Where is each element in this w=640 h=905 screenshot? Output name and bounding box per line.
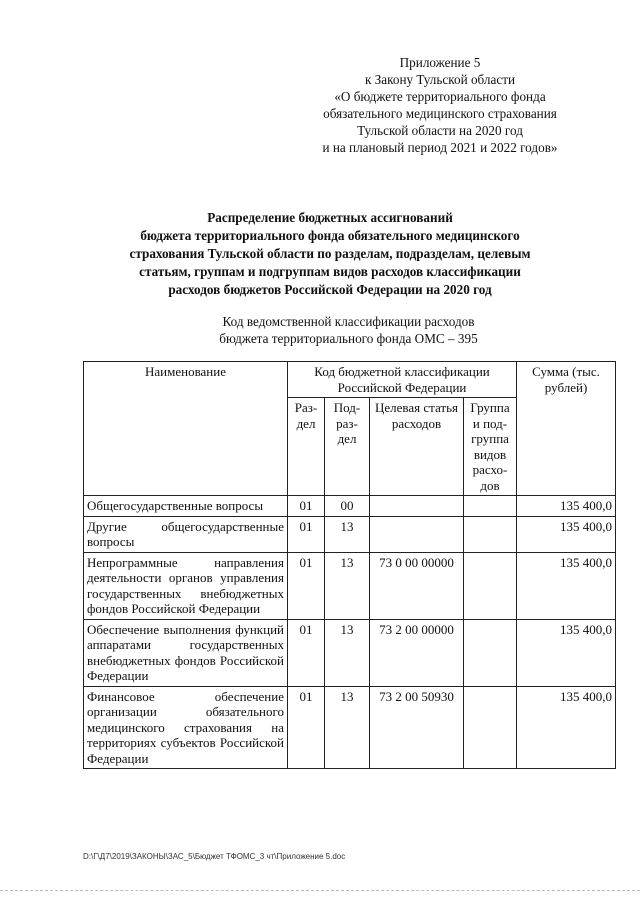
header-section: Раз-дел <box>288 398 325 496</box>
title-line: статьям, группам и подгруппам видов расходов классификации <box>139 264 521 279</box>
page-edge-divider <box>0 890 640 891</box>
appendix-line: обязательного медицинского страхования <box>323 106 557 121</box>
row-section: 01 <box>288 686 325 769</box>
row-subsection: 13 <box>325 619 370 686</box>
row-target <box>370 496 464 517</box>
table-row <box>84 552 616 619</box>
department-code <box>196 313 501 347</box>
row-name: Финансовое обеспечение организации обязательного медицинского страхования на территориях субъектов Российской Федерации <box>84 686 288 769</box>
row-subsection: 13 <box>325 686 370 769</box>
table-row <box>84 619 616 686</box>
row-subsection: 13 <box>325 552 370 619</box>
title-line: страхования Тульской области по разделам, подразделам, целевым <box>129 246 531 261</box>
title-line: расходов бюджетов Российской Федерации на 2020 год <box>168 282 492 297</box>
appendix-block <box>300 54 580 156</box>
table-header-row <box>84 362 616 398</box>
appendix-line: Тульской области на 2020 год <box>357 123 523 138</box>
budget-table <box>83 361 616 769</box>
document-title <box>90 209 570 299</box>
row-target: 73 2 00 50930 <box>370 686 464 769</box>
row-sum: 135 400,0 <box>517 686 616 769</box>
file-path-footer: D:\Г\Д7\2019\ЗАКОНЫ\ЗАС_5\Бюджет ТФОМС_3 чт\Приложение 5.doc <box>83 852 346 861</box>
row-target: 73 2 00 00000 <box>370 619 464 686</box>
row-name: Общегосударственные вопросы <box>84 496 288 517</box>
row-section: 01 <box>288 619 325 686</box>
table-row <box>84 686 616 769</box>
row-name: Другие общегосударственные вопросы <box>84 516 288 552</box>
header-name: Наименование <box>84 362 288 496</box>
row-sum: 135 400,0 <box>517 619 616 686</box>
appendix-line: «О бюджете территориального фонда <box>334 89 546 104</box>
header-code-group: Код бюджетной классификации Российской Федерации <box>288 362 517 398</box>
row-sum: 135 400,0 <box>517 496 616 517</box>
row-sum: 135 400,0 <box>517 552 616 619</box>
row-group <box>464 516 517 552</box>
row-group <box>464 619 517 686</box>
header-target: Целевая статья расходов <box>370 398 464 496</box>
title-line: бюджета территориального фонда обязательного медицинского <box>140 228 520 243</box>
code-line: бюджета территориального фонда ОМС – 395 <box>219 331 478 346</box>
table-row <box>84 496 616 517</box>
row-section: 01 <box>288 516 325 552</box>
header-sum: Сумма (тыс. рублей) <box>517 362 616 496</box>
row-group <box>464 552 517 619</box>
row-group <box>464 686 517 769</box>
appendix-line: и на плановый период 2021 и 2022 годов» <box>322 140 558 155</box>
row-group <box>464 496 517 517</box>
title-line: Распределение бюджетных ассигнований <box>207 210 453 225</box>
row-name: Непрограммные направления деятельности органов управления государственных внебюджетных фондов Российской Федерации <box>84 552 288 619</box>
header-subsection: Под-раз-дел <box>325 398 370 496</box>
appendix-line: к Закону Тульской области <box>364 72 516 87</box>
row-subsection: 00 <box>325 496 370 517</box>
row-subsection: 13 <box>325 516 370 552</box>
header-group: Группа и под-группа видов расхо-дов <box>464 398 517 496</box>
row-section: 01 <box>288 496 325 517</box>
appendix-line: Приложение 5 <box>399 55 481 70</box>
code-line: Код ведомственной классификации расходов <box>222 314 475 329</box>
row-name: Обеспечение выполнения функций аппаратами государственных внебюджетных фондов Российской Федерации <box>84 619 288 686</box>
row-target: 73 0 00 00000 <box>370 552 464 619</box>
row-sum: 135 400,0 <box>517 516 616 552</box>
row-section: 01 <box>288 552 325 619</box>
row-target <box>370 516 464 552</box>
table-row <box>84 516 616 552</box>
